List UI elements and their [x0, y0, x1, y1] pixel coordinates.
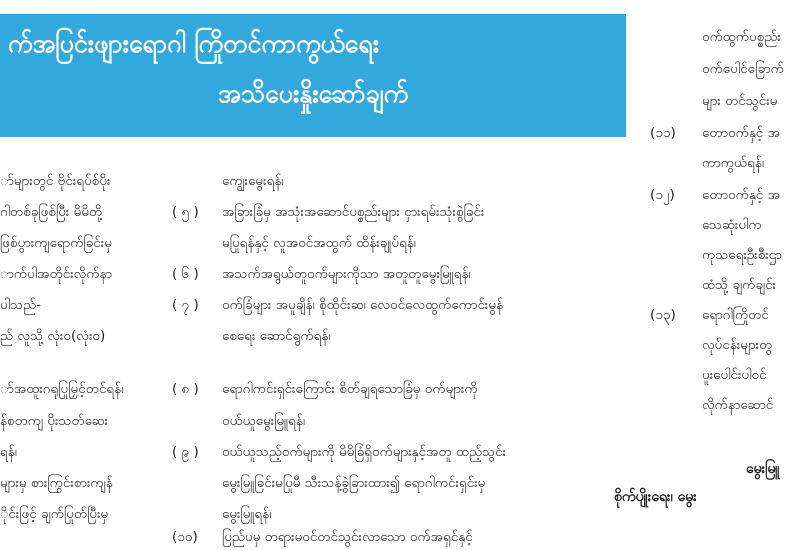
left-fragment: ာ်များတွင် ဗိုင်းရပ်စ်ပိုး	[0, 173, 111, 189]
right-fragment: ကုသရေးဦးစီးဌာ	[702, 247, 782, 263]
item-text: အသက်အရွယ်တူဝက်များကိုသာ အတူတူမွေးမြူရန်၊	[222, 266, 471, 282]
left-fragment: ဂါတစ်ခုဖြစ်ပြီး မိမိတို့	[0, 204, 103, 220]
banner-title-line2: အသိပေးနှိုးဆော်ချက်	[218, 79, 409, 108]
left-fragment: ာ်အထူးဂရုပြုမြှင့်တင်ရန်၊	[0, 381, 124, 397]
item-number: ( ၅ )	[172, 204, 199, 220]
right-number: (၁၁)	[650, 125, 676, 141]
right-fragment: လုပ်ငန်းများတွ	[702, 337, 773, 353]
item-text: ရောဂါကင်းရှင်းကြောင်း စိတ်ချရသောခြံမှ ဝက်များကို	[222, 381, 478, 397]
left-fragment: ဖြစ်ပွားကျရောက်ခြင်းမှ	[0, 235, 112, 251]
item-text: ကျွေးမွေးရန်၊	[222, 173, 284, 189]
right-fragment: တောဝက်နှင့် အ	[702, 187, 780, 203]
signature-line2: စိုက်ပျိုးရေး၊ မွေး	[614, 489, 697, 505]
right-fragment: ဝက်ထွက်ပစ္စည်း	[702, 29, 781, 45]
right-fragment: ကာကွယ်ရန်၊	[702, 155, 764, 171]
right-number: (၁၂)	[650, 187, 675, 203]
item-number: ( ၈ )	[172, 381, 199, 397]
left-fragment: ည် လူသို့ လုံး၀(လုံး၀)	[0, 328, 106, 344]
item-number: ( ၇ )	[172, 297, 199, 313]
item-text: ဝက်ခြံများ အပူချိန်၊ စိုထိုင်းဆ၊ လေဝင်လေထွက်ကောင်းမွန်	[222, 297, 504, 313]
item-text: မွေးမြူရန်၊	[222, 506, 272, 522]
item-number: (၁၀)	[172, 529, 198, 545]
item-text: ဝယ်ယူမွေးမြူရန်၊	[222, 413, 306, 429]
right-column	[614, 0, 800, 550]
banner-title-line1: က်အပြင်းဖျားရောဂါ ကြိုတင်ကာကွယ်ရေး	[8, 29, 380, 58]
item-text: မပြုရန်နှင့် လူအဝင်အထွက် ထိန်းချုပ်ရန်၊	[222, 235, 416, 251]
left-fragment: များမှ စားကြွင်းစားကျန်	[0, 475, 113, 491]
left-fragment: ရန်၊	[0, 444, 17, 460]
right-fragment: များ တင်သွင်းမ	[702, 93, 778, 109]
right-fragment: ပူးပေါင်းပါဝင်	[702, 367, 767, 383]
item-text: ပြည်ပမှ တရားမဝင်တင်သွင်းလာသော ဝက်အရှင်နှင့်	[222, 529, 473, 545]
right-fragment: ဝက်ပေါင်ခြောက်	[702, 61, 784, 77]
item-text: မွေးမြူခြင်းမပြုမီ သီးသန့်ခွဲခြားထား၍ ရောဂါကင်းရှင်းမှ	[222, 475, 486, 491]
right-fragment: သေဆုံးပါက	[702, 217, 762, 233]
item-text: အခြားခြံမှ အသုံးအဆောင်ပစ္စည်းများ ငှားရမ်းသုံးစွဲခြင်း	[222, 204, 485, 220]
right-fragment: တောဝက်နှင့် အ	[702, 125, 780, 141]
item-number: ( ၉ )	[172, 444, 199, 460]
right-number: (၁၃)	[650, 307, 676, 323]
right-fragment: လိုက်နာဆောင်	[702, 397, 774, 413]
left-fragment: ာက်ပါအတိုင်းလိုက်နာ	[0, 266, 113, 282]
signature-line1: မွေးမြူ	[746, 461, 780, 477]
right-fragment: ထံသို့ ချက်ချင်း	[702, 277, 776, 293]
left-fragment: ိုင်းဖြင့် ချက်ပြုတ်ပြီးမှ	[0, 506, 109, 522]
item-text: ဝယ်ယူသည့်ဝက်များကို မိမိခြံရှိဝက်များနှင့်အတူ ထည့်သွင်း	[222, 444, 507, 460]
right-fragment: ရောဂါကြိုတင်	[702, 307, 769, 323]
item-text: စေရေး ဆောင်ရွက်ရန်၊	[222, 328, 331, 344]
left-fragment: န်စတကျ ပိုးသတ်ဆေး	[0, 413, 108, 429]
item-number: ( ၆ )	[172, 266, 199, 282]
left-fragment: ပါသည်-	[0, 297, 42, 313]
